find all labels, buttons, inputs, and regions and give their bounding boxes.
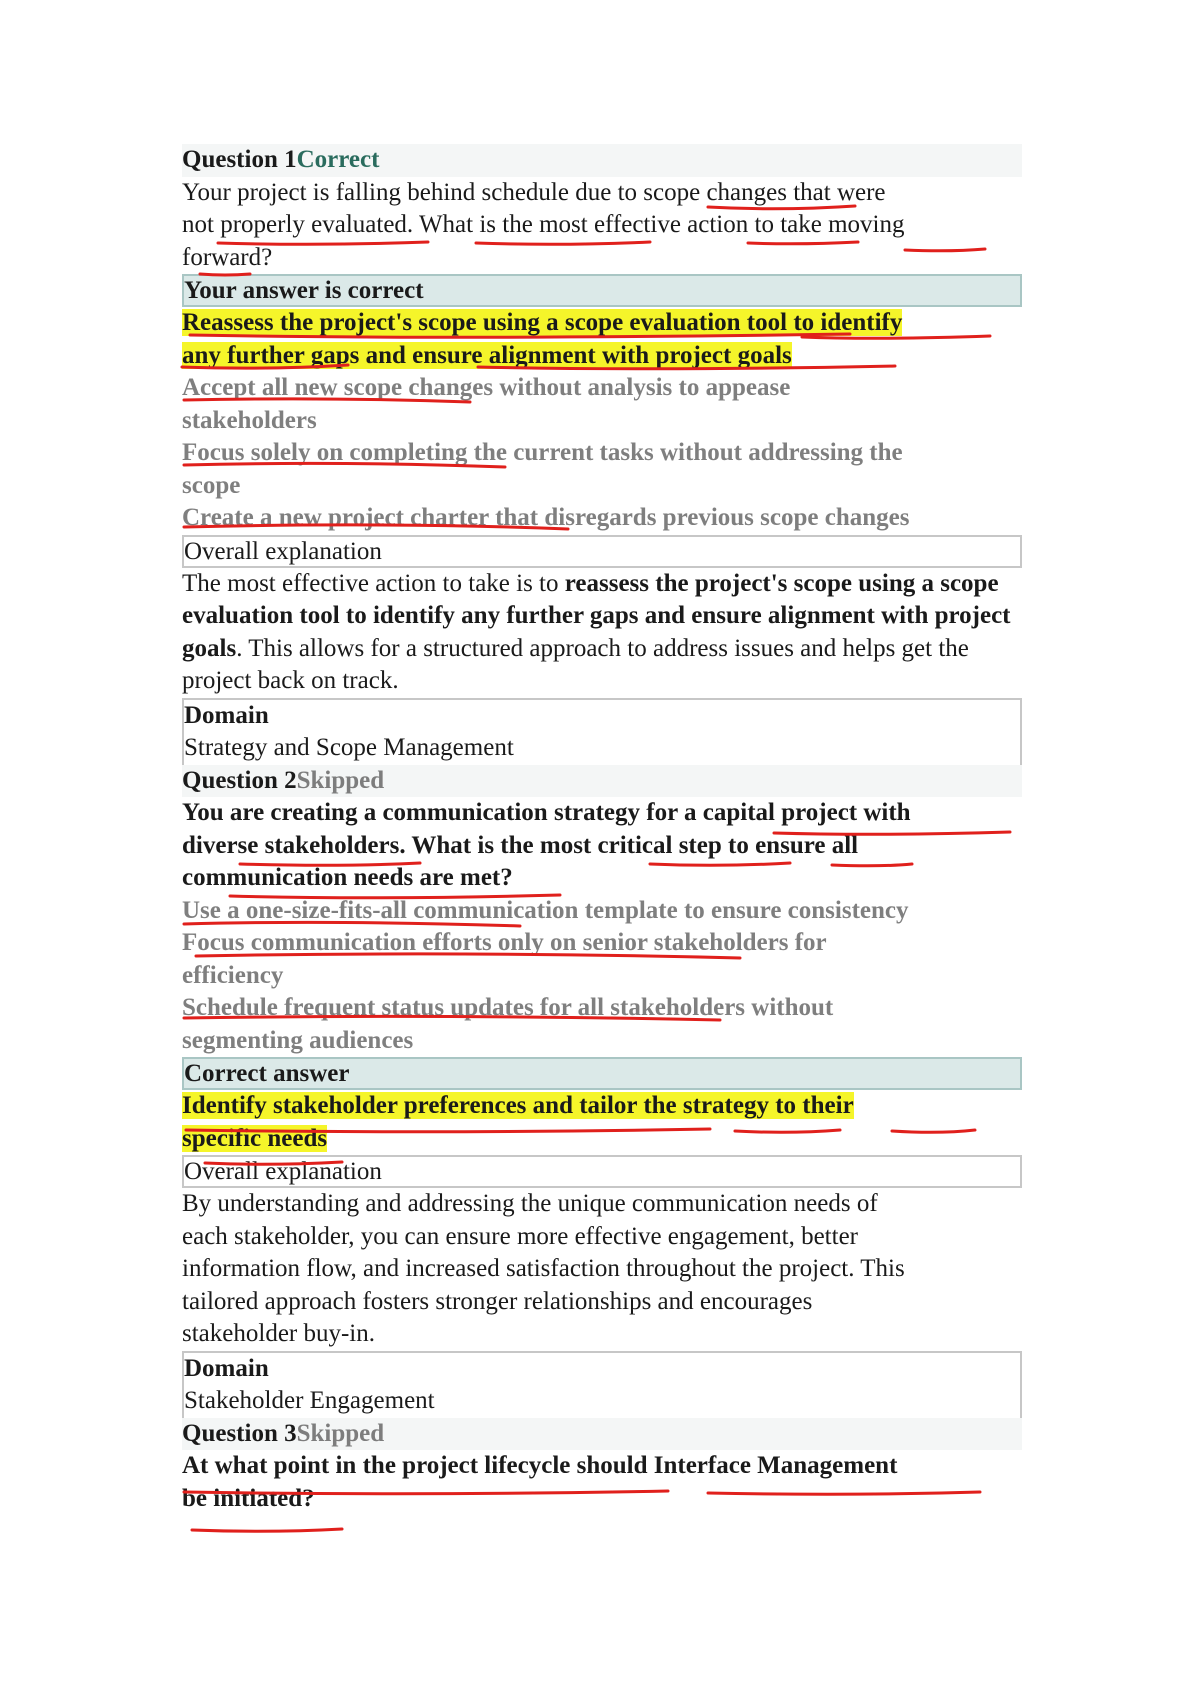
question-2 <box>182 765 1022 1418</box>
question-1 <box>182 144 1022 765</box>
domain-label: Domain <box>184 701 269 729</box>
question-text-line: At what point in the project lifecycle should Interface Management <box>182 1452 898 1479</box>
explanation-line: tailored approach fosters stronger relationships and encourages <box>182 1287 813 1315</box>
option-line: segmenting audiences <box>182 1026 414 1054</box>
question-text-line: You are creating a communication strategy for a capital project with <box>182 799 911 826</box>
option-line: Focus communication efforts only on senior stakeholders for <box>182 929 827 956</box>
explanation-line: By understanding and addressing the unique communication needs of <box>182 1190 878 1217</box>
status-skipped: Skipped <box>296 766 385 794</box>
explanation-title: Overall explanation <box>182 1155 1022 1188</box>
correct-answer-line <box>182 307 1022 340</box>
question-header <box>182 144 1022 177</box>
status-correct: Correct <box>296 146 380 173</box>
explanation-run: The most effective action to take is to <box>182 569 565 597</box>
option-line: Focus solely on completing the current tasks without addressing the <box>182 439 903 466</box>
correct-answer-line <box>182 1123 1022 1156</box>
question-text-line: not properly evaluated. What is the most effective action to take moving <box>182 211 905 238</box>
question-label: Question 1 <box>182 146 297 173</box>
explanation-line: information flow, and increased satisfaction throughout the project. This <box>182 1255 905 1282</box>
domain-box <box>182 698 1022 765</box>
option-line: Schedule frequent status updates for all stakeholders without <box>182 994 834 1021</box>
red-underline-mark <box>192 1529 342 1531</box>
status-skipped: Skipped <box>296 1419 385 1447</box>
domain-label: Domain <box>184 1354 269 1382</box>
explanation-title: Overall explanation <box>182 535 1022 568</box>
explanation-line: stakeholder buy-in. <box>182 1320 376 1347</box>
document-page <box>182 144 1022 1515</box>
question-text-line: be initiated? <box>182 1484 315 1512</box>
question-header <box>182 765 1022 798</box>
question-label: Question 2 <box>182 766 297 794</box>
question-label: Question 3 <box>182 1419 297 1447</box>
correct-answer-line <box>182 1090 1022 1123</box>
option-line: Accept all new scope changes without analysis to appease <box>182 374 791 401</box>
domain-value: Strategy and Scope Management <box>184 734 514 761</box>
question-3 <box>182 1418 1022 1516</box>
question-text-line: diverse stakeholders. What is the most critical step to ensure all <box>182 831 859 859</box>
highlighted-answer-text: Identify stakeholder preferences and tailor the strategy to their <box>182 1092 854 1119</box>
explanation-text <box>182 568 1022 698</box>
option-line: efficiency <box>182 961 284 989</box>
domain-box <box>182 1351 1022 1418</box>
option-line: Create a new project charter that disregards previous scope changes <box>182 504 910 531</box>
question-header <box>182 1418 1022 1451</box>
question-text-line: forward? <box>182 243 273 271</box>
correct-answer-line <box>182 340 1022 373</box>
result-banner: Your answer is correct <box>182 274 1022 307</box>
option-line: stakeholders <box>182 406 317 434</box>
question-text-line: Your project is falling behind schedule due to scope changes that were <box>182 178 886 206</box>
question-text-line: communication needs are met? <box>182 864 513 891</box>
domain-value: Stakeholder Engagement <box>184 1387 435 1414</box>
option-line: Use a one-size-fits-all communication template to ensure consistency <box>182 896 909 924</box>
explanation-run: . This allows for a structured approach to address issues and helps get the project back on track. <box>182 634 969 694</box>
explanation-run-bold: reassess the project's scope using a scope evaluation tool to identify any further gaps and ensure alignment with project goals <box>182 569 1011 662</box>
option-line: scope <box>182 471 241 499</box>
highlighted-answer-text: Reassess the project's scope using a scope evaluation tool to identify <box>182 309 903 336</box>
result-banner: Correct answer <box>182 1057 1022 1090</box>
highlighted-answer-text: any further gaps and ensure alignment with project goals <box>182 341 792 369</box>
explanation-line: each stakeholder, you can ensure more effective engagement, better <box>182 1222 858 1250</box>
highlighted-answer-text: specific needs <box>182 1124 328 1152</box>
